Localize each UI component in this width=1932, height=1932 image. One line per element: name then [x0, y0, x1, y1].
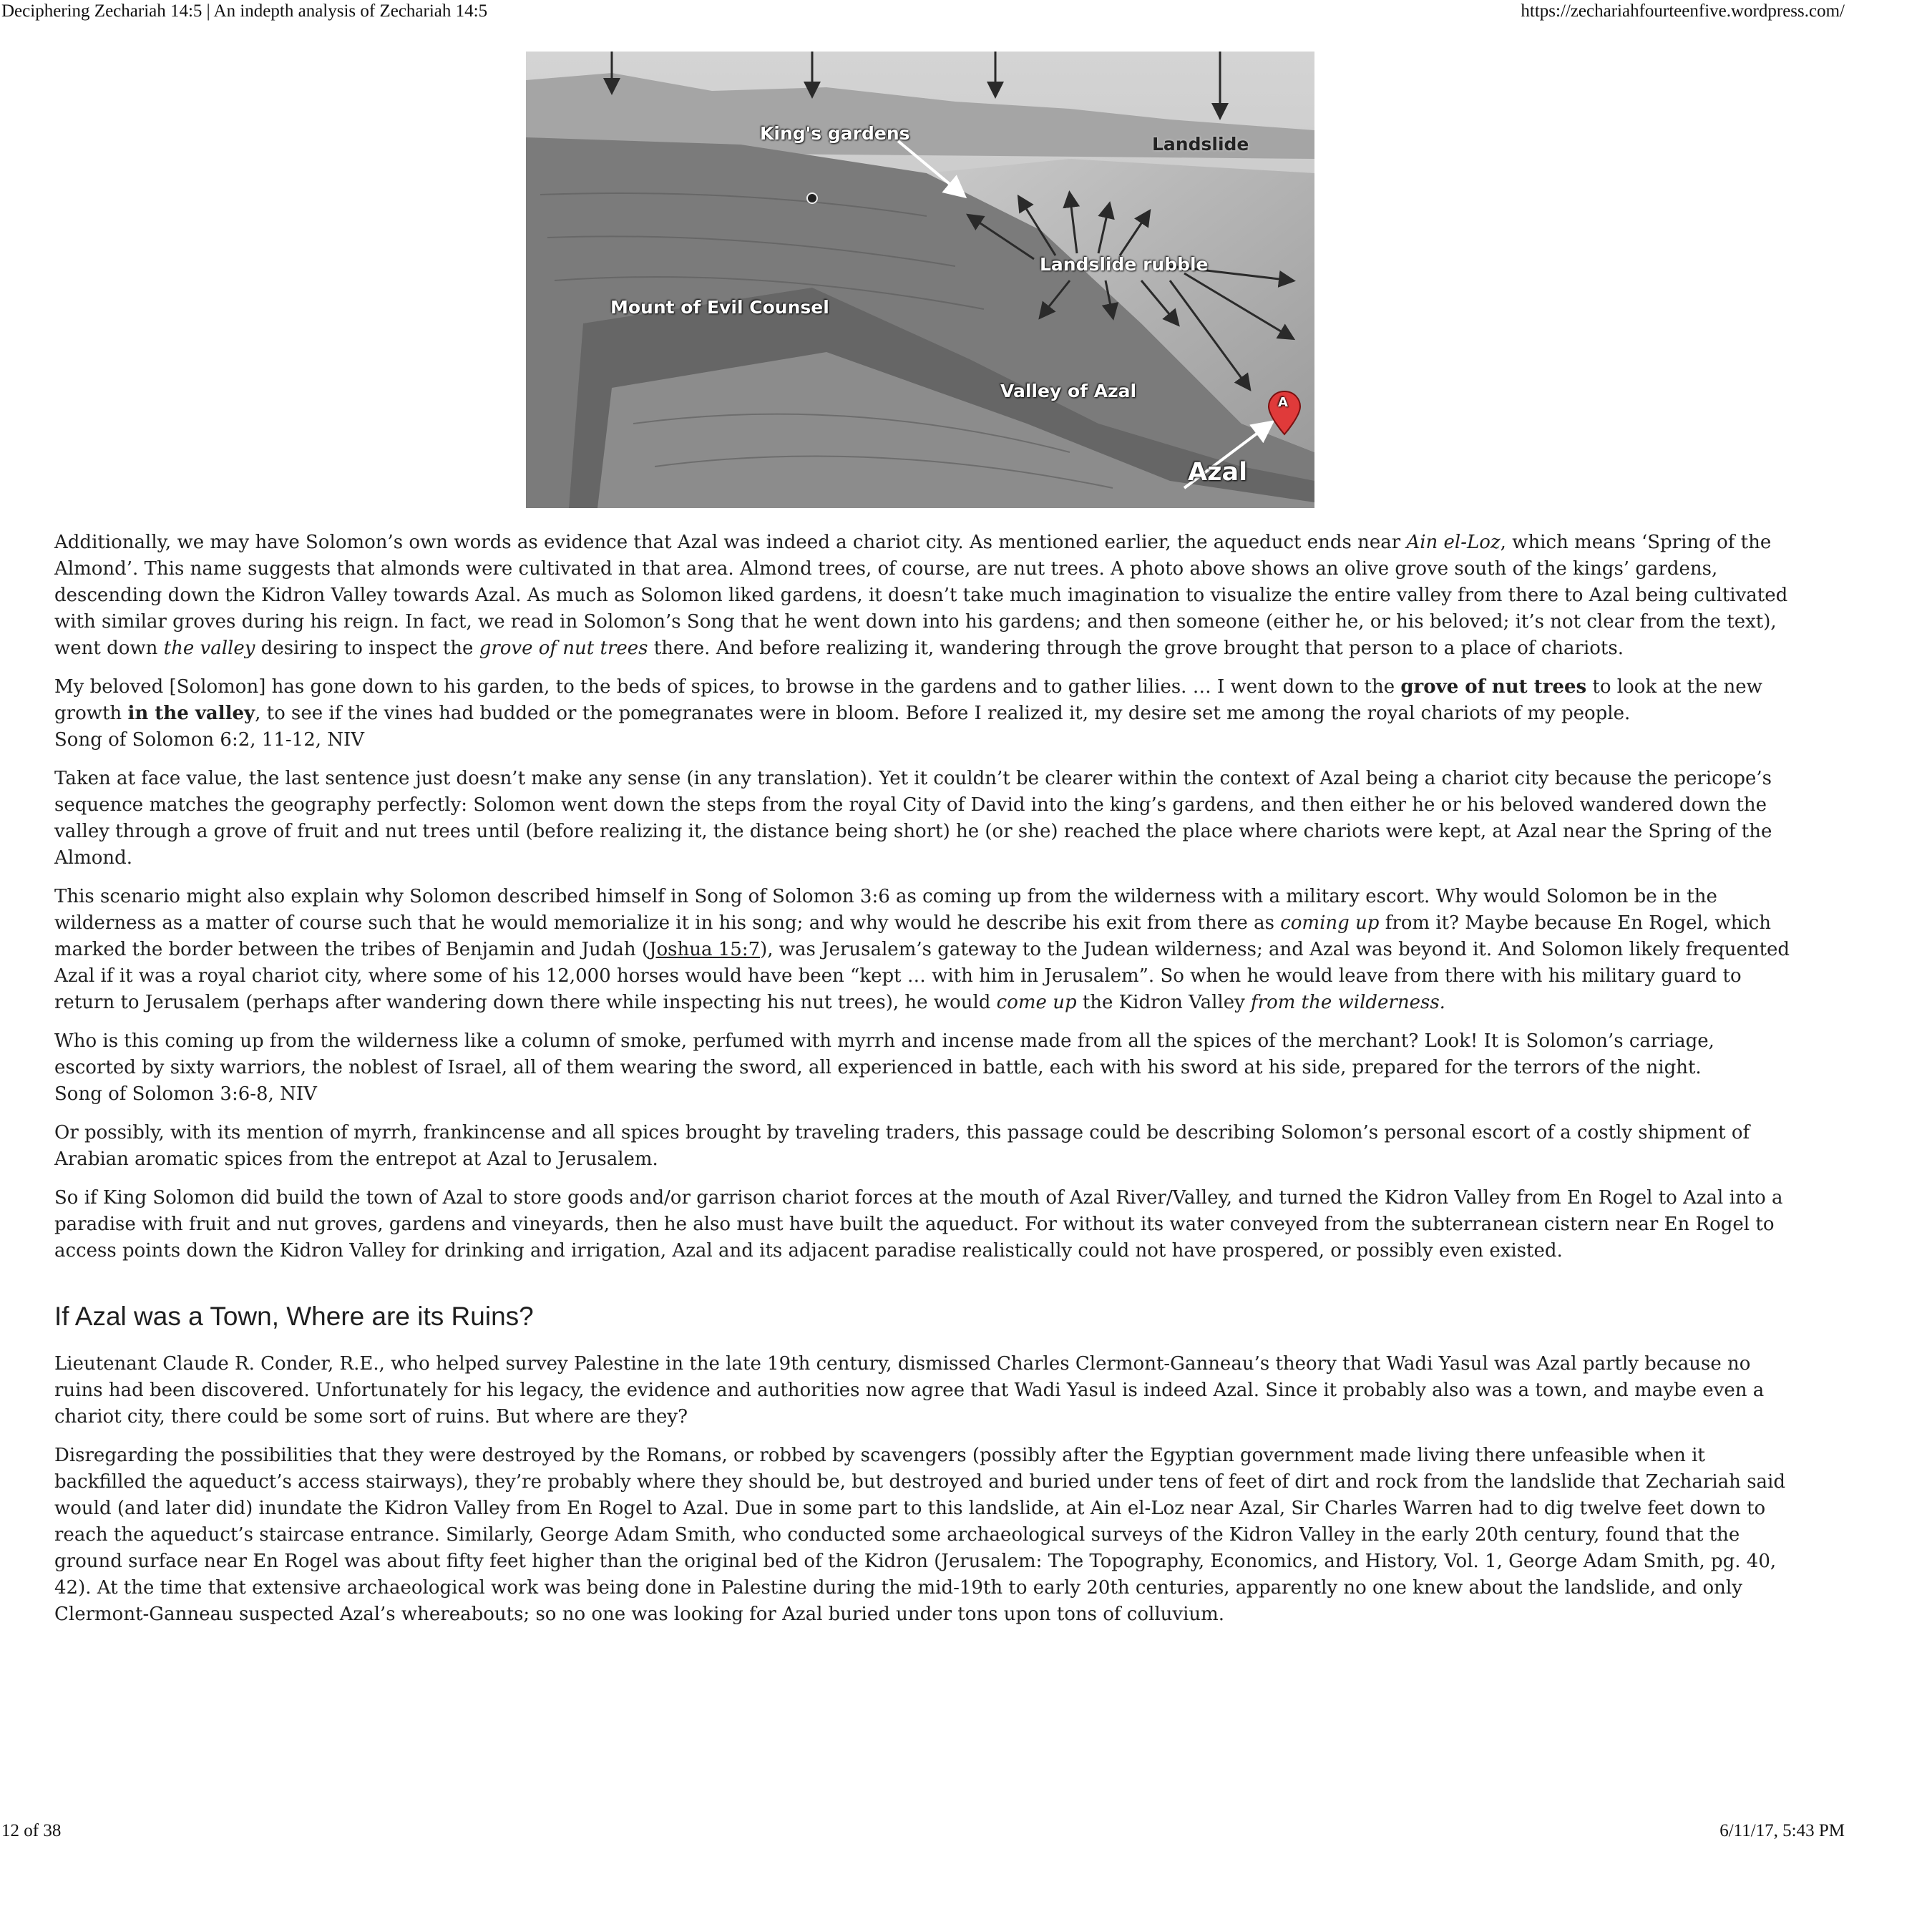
paragraph: Taken at face value, the last sentence just doesn’t make any sense (in any translation). Yet it couldn’t be clearer within the context of Azal being a chariot city because the pericope’s sequence matches the geography perfectly: Solomon went down the steps from the royal City of David into the king’s gardens, and then either he or his beloved wandered down the valley through a grove of fruit and nut trees until (before realizing it, the distance being short) he (or she) reached the place where chariots were kept, at Azal near the Spring of the Almond.: [54, 768, 1772, 869]
kidron-valley-photo: [526, 52, 1314, 508]
paragraph: Lieutenant Claude R. Conder, R.E., who helped survey Palestine in the late 19th century, dismissed Charles Clermont-Ganneau’s theory that Wadi Yasul was Azal partly because no ruins had been discovered. Unfortunately for his legacy, the evidence and authorities now agree that Wadi Yasul is indeed Azal. Since it probably also was a town, and maybe even a chariot city, there could be some sort of ruins. But where are they?: [54, 1353, 1765, 1428]
paragraph: Or possibly, with its mention of myrrh, frankincense and all spices brought by traveling traders, this passage could be describing Solomon’s personal escort of a costly shipment of Arabian aromatic spices from the entrepot at Azal to Jerusalem.: [54, 1122, 1750, 1170]
paragraph: Additionally, we may have Solomon’s own words as evidence that Azal was indeed a chariot city. As mentioned earlier, the aqueduct ends near Ain el-Loz, which means ‘Spring of the Almond’. This name suggests that almonds were cultivated in that area. Almond trees, of course, are nut trees. A photo above shows an olive grove south of the kings’ gardens, descending down the Kidron Valley towards Azal. As much as Solomon liked gardens, it doesn’t take much imagination to visualize the entire valley from there to Azal being cultivated with similar groves during his reign. In fact, we read in Solomon’s Song that he went down into his gardens; and then someone (either he, or his beloved; it’s not clear from the text), went down the valley desiring to inspect the grove of nut trees there. And before realizing it, wandering through the grove brought that person to a place of chariots.: [54, 532, 1788, 659]
scripture-reference: Song of Solomon 6:2, 11-12, NIV: [54, 729, 365, 751]
section-heading: If Azal was a Town, Where are its Ruins?: [54, 1302, 534, 1331]
header-title: Deciphering Zechariah 14:5 | An indepth analysis of Zechariah 14:5: [1, 1, 488, 21]
article-body: [54, 530, 1793, 1640]
print-datetime: 6/11/17, 5:43 PM: [1719, 1821, 1845, 1840]
joshua-link[interactable]: Joshua 15:7: [649, 939, 761, 960]
map-pin-label: A: [1278, 395, 1288, 410]
label-mount-of-evil-counsel: Mount of Evil Counsel: [610, 297, 829, 318]
paragraph: So if King Solomon did build the town of Azal to store goods and/or garrison chariot forces at the mouth of Azal River/Valley, and turned the Kidron Valley from En Rogel to Azal into a paradise with fruit and nut groves, gardens and vineyards, then he also must have built the aqueduct. For without its water conveyed from the subterranean cistern near En Rogel to access points down the Kidron Valley for drinking and irrigation, Azal and its adjacent paradise realistically could not have prospered, or possibly even existed.: [54, 1187, 1783, 1262]
scripture-quote: My beloved [Solomon] has gone down to his garden, to the beds of spices, to browse in the gardens and to gather lilies. … I went down to the grove of nut trees to look at the new growth in the valley, to see if the vines had budded or the pomegranates were in bloom. Before I realized it, my desire set me among the royal chariots of my people. Song of Solomon 6:2, 11-12, NIV: [54, 676, 1762, 751]
label-kings-gardens: King's gardens: [760, 123, 910, 144]
scripture-reference: Song of Solomon 3:6-8, NIV: [54, 1083, 317, 1105]
header-url: https://zechariahfourteenfive.wordpress.com/: [1521, 1, 1845, 21]
label-landslide-rubble: Landslide rubble: [1040, 254, 1209, 275]
paragraph: Disregarding the possibilities that they were destroyed by the Romans, or robbed by scavengers (possibly after the Egyptian government made living there unfeasible when it backfilled the aqueduct’s access stairways), they’re probably where they should be, but destroyed and buried under tens of feet of dirt and rock from the landslide that Zechariah said would (and later did) inundate the Kidron Valley from En Rogel to Azal. Due in some part to this landslide, at Ain el-Loz near Azal, Sir Charles Warren had to dig twelve feet down to reach the aqueduct’s staircase entrance. Similarly, George Adam Smith, who conducted some archaeological surveys of the Kidron Valley in the early 20th century, found that the ground surface near En Rogel was about fifty feet higher than the original bed of the Kidron (Jerusalem: The Topography, Economics, and History, Vol. 1, George Adam Smith, pg. 40, 42). At the time that extensive archaeological work was being done in Palestine during the mid-19th to early 20th centuries, apparently no one knew about the landslide, and only Clermont-Ganneau suspected Azal’s whereabouts; so no one was looking for Azal buried under tons upon tons of colluvium.: [54, 1445, 1785, 1625]
scripture-quote: Who is this coming up from the wilderness like a column of smoke, perfumed with myrrh and incense made from all the spices of the merchant? Look! It is Solomon’s carriage, escorted by sixty warriors, the noblest of Israel, all of them wearing the sword, all experienced in battle, each with his sword at his side, prepared for the terrors of the night. Song of Solomon 3:6-8, NIV: [54, 1030, 1714, 1105]
label-landslide: Landslide: [1152, 134, 1249, 155]
label-azal: Azal: [1188, 458, 1248, 487]
paragraph: This scenario might also explain why Solomon described himself in Song of Solomon 3:6 as coming up from the wilderness with a military escort. Why would Solomon be in the wilderness as a matter of course such that he would memorialize it in his song; and why would he describe his exit from there as coming up from it? Maybe because En Rogel, which marked the border between the tribes of Benjamin and Judah (Joshua 15:7), was Jerusalem’s gateway to the Judean wilderness; and Azal was beyond it. And Solomon likely frequented Azal if it was a royal chariot city, where some of his 12,000 horses would have been “kept … with him in Jerusalem”. So when he would leave from there with his military guard to return to Jerusalem (perhaps after wandering down there while inspecting his nut trees), he would come up the Kidron Valley from the wilderness.: [54, 886, 1790, 1013]
page-number: 12 of 38: [1, 1821, 62, 1840]
label-valley-of-azal: Valley of Azal: [1000, 381, 1137, 401]
